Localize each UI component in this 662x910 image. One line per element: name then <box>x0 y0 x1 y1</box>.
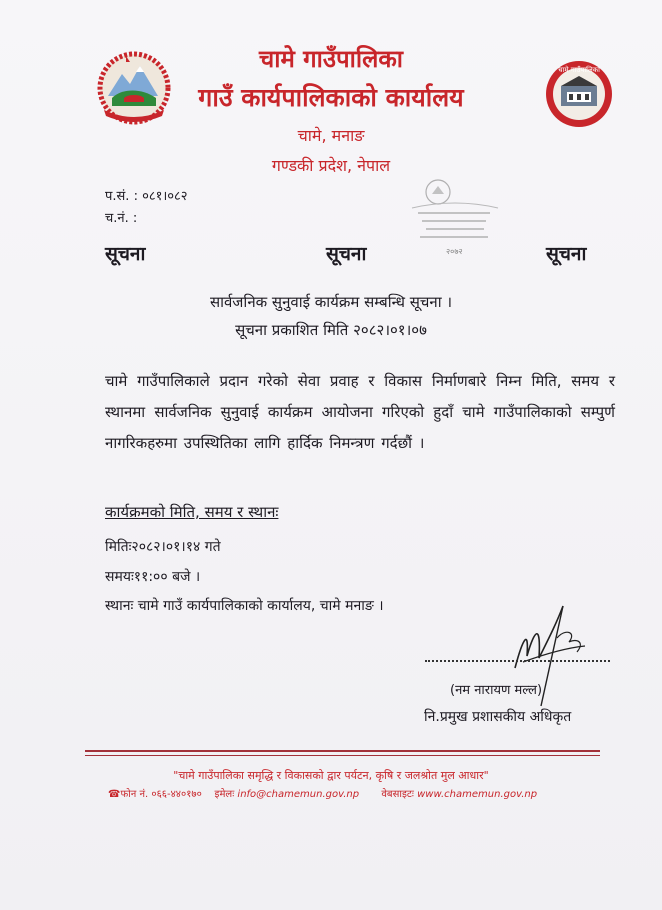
signer-title: नि.प्रमुख प्रशासकीय अधिकृत <box>424 709 572 725</box>
footer-email[interactable]: info@chamemun.gov.np <box>237 789 360 800</box>
notice-word-left: सूचना <box>105 243 146 265</box>
published-date: सूचना प्रकाशित मिति २०८२।०१।०७ <box>235 321 427 339</box>
notice-body: चामे गाउँपालिकाले प्रदान गरेको सेवा प्रवाह र विकास निर्माणबारे निम्न मिति, समय र स्थानमा सार्वजनिक सुनुवाई कार्यक्रम आयोजना गरिएको हुदाँ चामे गाउँपालिकाको सम्पुर्ण नागरिकहरुमा उपस्थितिका लागि हार्दिक निमन्त्रण गर्दछौं । <box>105 372 615 452</box>
schedule-date: मितिः२०८२।०१।१४ गते <box>105 539 221 555</box>
schedule-time: समयः११:०० बजे । <box>105 569 201 585</box>
reference-number: प.सं. : ०८१।०८२ <box>105 189 188 204</box>
notice-word-right: सूचना <box>546 243 587 265</box>
seal-text: चामे गाउँपालिका <box>558 66 600 74</box>
province-line: गण्डकी प्रदेश, नेपाल <box>271 156 391 175</box>
footer-slogan: "चामे गाउँपालिका समृद्धि र विकासको द्वार पर्यटन, कृषि र जलश्रोत मुल आधार" <box>173 769 489 782</box>
footer-email-label: इमेलः <box>214 789 235 800</box>
stamp-year: २०७२ <box>446 247 463 256</box>
signer-name: (नम नारायण मल्ल) <box>450 683 543 698</box>
footer-website-label: वेबसाइटः <box>381 789 414 800</box>
signature-line <box>425 660 610 662</box>
org-name: चामे गाउँपालिका <box>258 45 404 73</box>
footer-phone: ☎फोन नं. ०६६-४४०१७० <box>108 789 202 800</box>
notice-word-center: सूचना <box>326 243 367 265</box>
footer-rule-thin <box>85 755 600 756</box>
office-name: गाउँ कार्यपालिकाको कार्यालय <box>198 83 464 112</box>
address-line: चामे, मनाङ <box>297 126 365 145</box>
schedule-heading: कार्यक्रमको मिति, समय र स्थानः <box>105 503 279 521</box>
notice-subject: सार्वजनिक सुनुवाई कार्यक्रम सम्बन्धि सूचना । <box>209 293 453 311</box>
footer-contact <box>108 786 537 800</box>
municipality-seal-logo <box>545 60 613 128</box>
footer-rule <box>85 750 600 752</box>
schedule-venue: स्थानः चामे गाउँ कार्यपालिकाको कार्यालय, चामे मनाङ । <box>105 598 384 614</box>
footer-website[interactable]: www.chamemun.gov.np <box>417 789 538 800</box>
dispatch-number: च.नं. : <box>105 211 138 226</box>
